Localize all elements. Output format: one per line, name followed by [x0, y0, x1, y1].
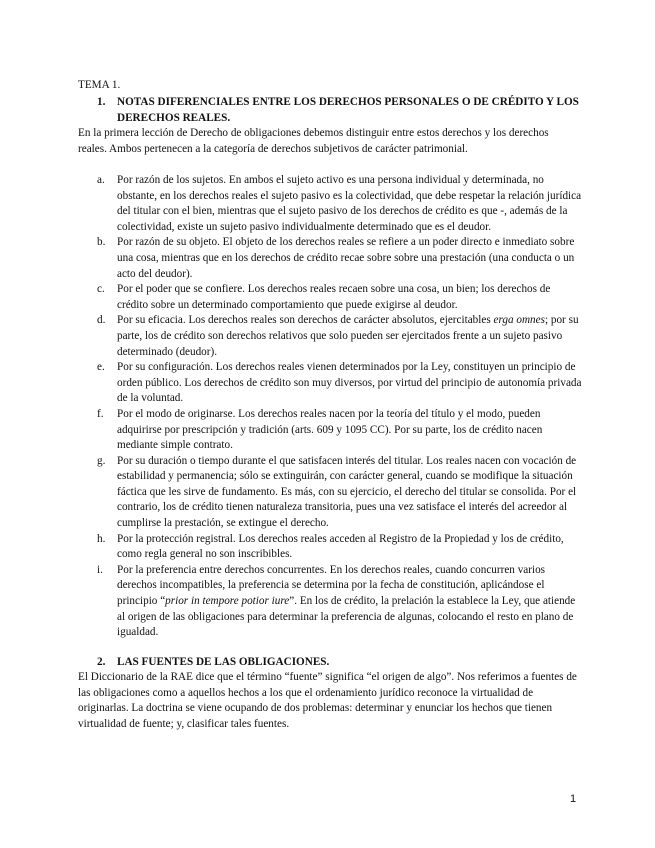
- list-item-h: [97, 532, 582, 563]
- section-1-heading: [97, 95, 587, 126]
- list-text: Por el poder que se confiere. Los derechos reales recaen sobre una cosa, un bien; los derechos de crédito sobre un determinado comportamiento que puede exigirse al deudor.: [117, 283, 551, 311]
- list-text-emphasis: erga omnes: [493, 314, 545, 327]
- list-letter: b.: [97, 236, 106, 249]
- list-text: Por razón de los sujetos. En ambos el sujeto activo es una persona individual y determinada, no obstante, en los derechos reales el sujeto pasivo es la colectividad, que debe respetar la relación jurídica del titular con el bien, mientras que el sujeto pasivo de los derechos de crédito es que -, además de la colectividad, existe un sujeto pasivo individualmente determinado que es el deudor.: [117, 174, 582, 233]
- list-text: Por el modo de originarse. Los derechos reales nacen por la teoría del título y el modo, pueden adquirirse por prescripción y tradición (arts. 609 y 1095 CC). Por su parte, los de crédito nacen mediante simple contrato.: [117, 407, 543, 452]
- list-text-emphasis: prior in tempore potior iure: [165, 595, 290, 608]
- section-1-number: 1.: [97, 96, 106, 108]
- list-letter: c.: [97, 283, 105, 296]
- list-text-before: Por la preferencia entre derechos concurrentes. En los derechos reales, cuando concurren varios derechos incompatibles, la preferencia se determina por la fecha de constitución, aplicándose el principio “: [117, 563, 546, 608]
- list-letter: a.: [97, 174, 105, 186]
- list-letter: e.: [97, 361, 105, 374]
- list-text: Por su configuración. Los derechos reales vienen determinados por la Ley, constituyen un principio de orden público. Los derechos de crédito son muy diversos, por virtud del principio de autonomía privada de la voluntad.: [117, 361, 582, 405]
- list-item-c: [97, 282, 582, 313]
- section-2-title: LAS FUENTES DE LAS OBLIGACIONES.: [117, 656, 330, 668]
- list-text: Por la protección registral. Los derechos reales acceden al Registro de la Propiedad y los de crédito, como regla general no son inscribibles.: [117, 532, 564, 561]
- intro-paragraph: En la primera lección de Derecho de obligaciones debemos distinguir entre estos derechos y los derechos reales. Ambos pertenecen a la categoría de derechos subjetivos de carácter patrimonial.: [78, 127, 549, 155]
- list-item-i: [97, 563, 582, 641]
- list-item-e: [97, 360, 582, 407]
- list-text-after: ; por su parte, los de crédito son derechos relativos que solo pueden ser ejercitados frente a un sujeto pasivo determinado (deudor).: [117, 314, 579, 358]
- list-item-d: [97, 313, 582, 360]
- sources-paragraph: El Diccionario de la RAE dice que el término “fuente” significa “el origen de algo”. Nos referimos a fuentes de las obligaciones como a aquellos hechos a los que el ordenamiento jurídico reconoce la virtualidad de originarlas. La doctrina se viene ocupando de dos problemas: determinar y enunciar los hechos que tienen virtualidad de fuente; y, clasificar tales fuentes.: [78, 671, 577, 730]
- list-text: Por razón de su objeto. El objeto de los derechos reales se refiere a un poder directo e inmediato sobre una cosa, mientras que en los derechos de crédito recae sobre sobre una prestación (una conducta o un acto del deudor).: [117, 236, 575, 280]
- section-1-title: NOTAS DIFERENCIALES ENTRE LOS DERECHOS PERSONALES O DE CRÉDITO Y LOS DERECHOS REALES.: [117, 96, 579, 124]
- list-text-after: ”. En los de crédito, la prelación la establece la Ley, que atiende al origen de las obligaciones para determinar la preferencia de algunas, colocando el resto en plano de igualdad.: [117, 595, 576, 639]
- section-2-number: 2.: [97, 656, 106, 668]
- list-item-g: [97, 454, 582, 532]
- list-text-before: Por su eficacia. Los derechos reales son derechos de carácter absolutos, ejercitables: [117, 314, 494, 327]
- list-letter: i.: [97, 563, 103, 576]
- page-number: 1: [570, 793, 577, 805]
- list-letter: h.: [97, 532, 106, 545]
- list-item-b: [97, 235, 582, 282]
- list-letter: g.: [97, 454, 106, 467]
- tema-heading: TEMA 1.: [78, 79, 121, 91]
- list-item-a: [97, 173, 582, 235]
- section-2-heading: [97, 655, 329, 671]
- list-item-f: [97, 407, 582, 454]
- list-letter: f.: [97, 407, 104, 420]
- differences-list: [97, 173, 582, 641]
- list-letter: d.: [97, 314, 106, 327]
- list-text: Por su duración o tiempo durante el que satisfacen interés del titular. Los reales nacen con vocación de estabilidad y permanencia; sólo se extinguirán, con carácter general, cuando se modifique la situación fáctica que les sirve de fundamento. Es más, con su ejercicio, el derecho del titular se consolida. Por el contrario, los de crédito tienen naturaleza transitoria, pues una vez satisface el interés del acreedor al cumplirse la prestación, se extingue el derecho.: [117, 454, 577, 530]
